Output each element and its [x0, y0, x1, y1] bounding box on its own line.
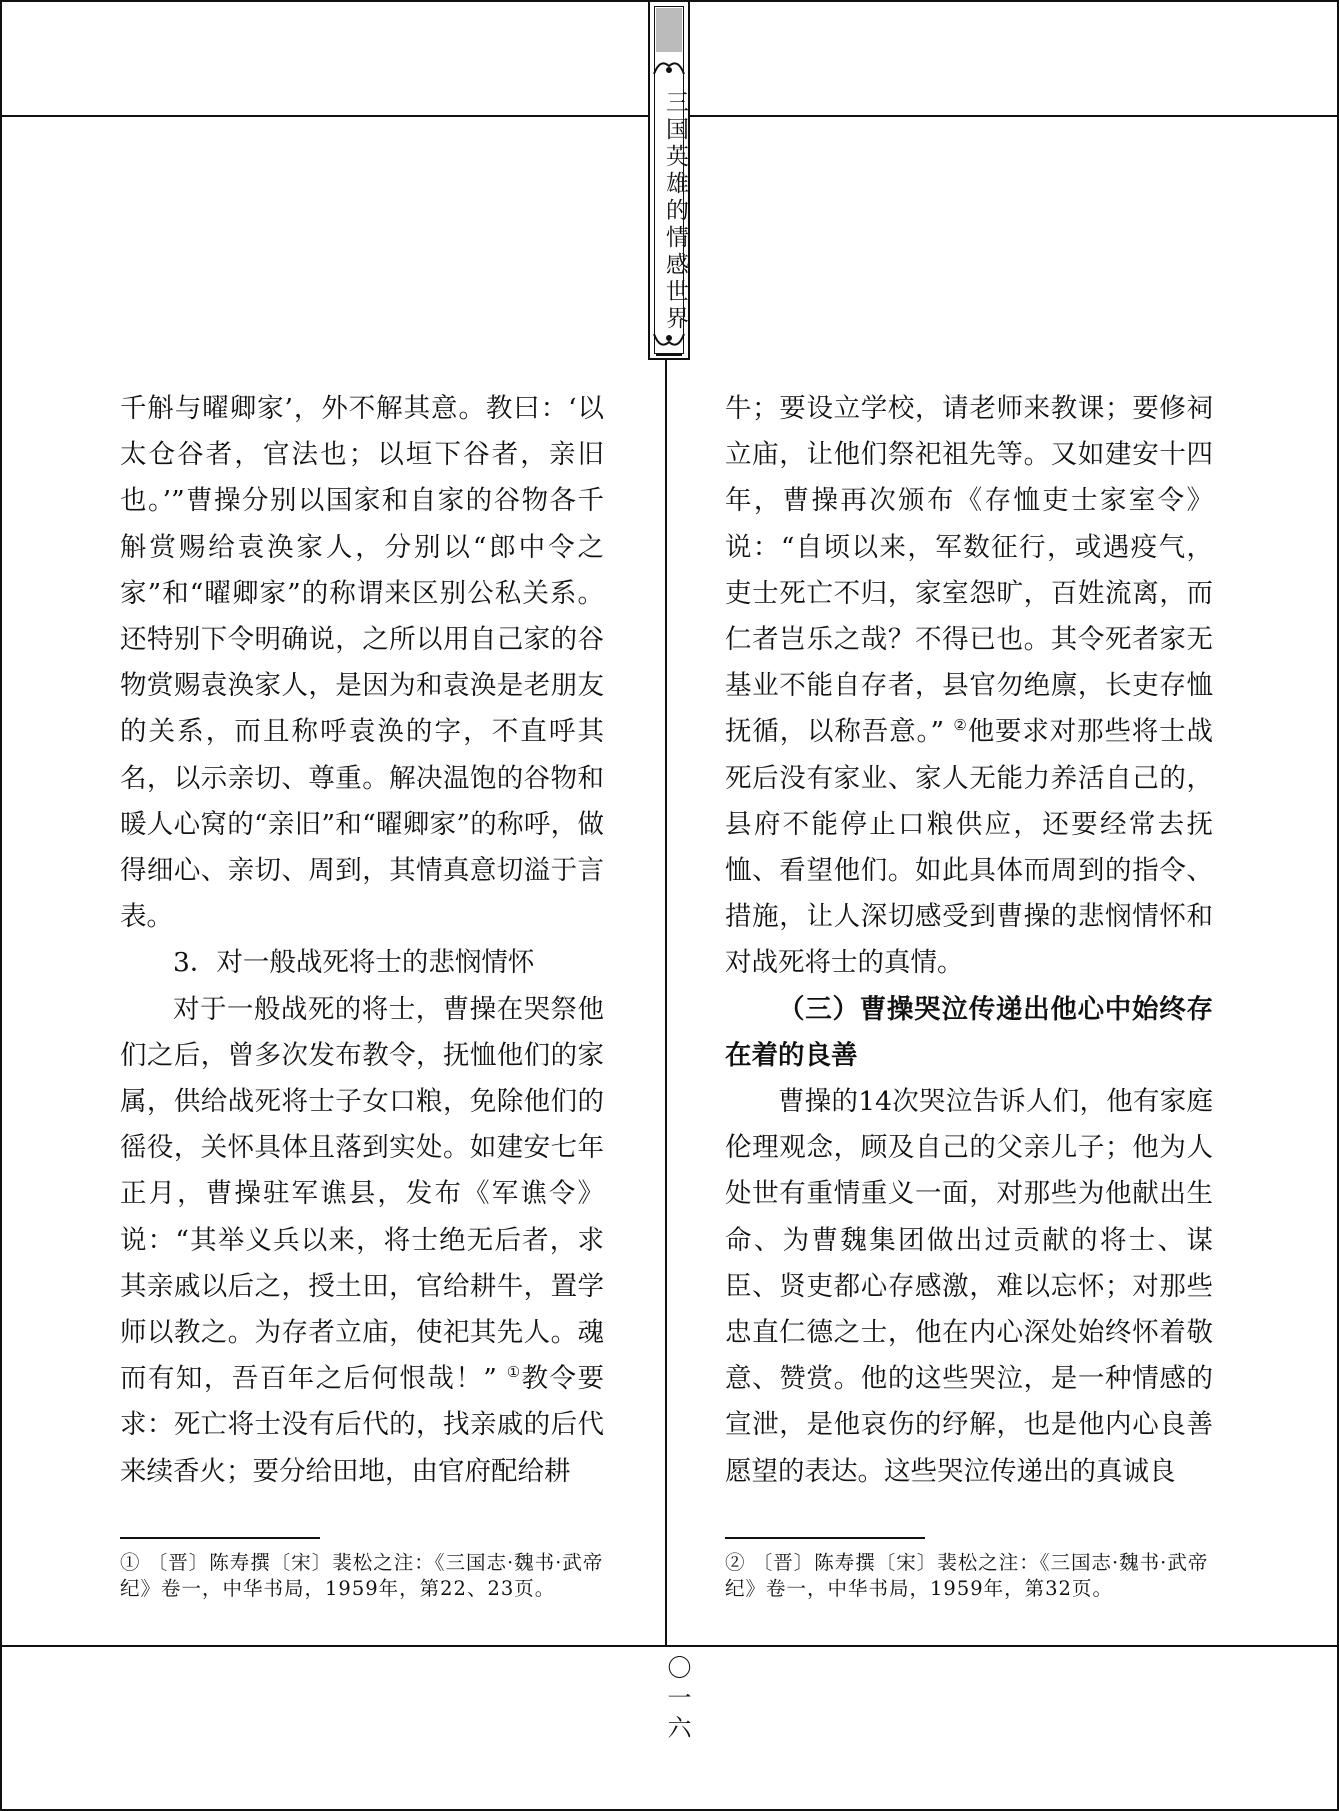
footnote-marker: ①	[506, 1363, 522, 1382]
footnote-left: ① 〔晋〕陈寿撰〔宋〕裴松之注：《三国志·魏书·武帝纪》卷一，中华书局，1959年，第22、23页。	[120, 1551, 604, 1600]
running-title: 三国英雄的情感世界	[662, 90, 688, 333]
footnote-rule-left	[120, 1537, 320, 1539]
footnote-right: ② 〔晋〕陈寿撰〔宋〕裴松之注：《三国志·魏书·武帝纪》卷一，中华书局，1959年，第32页。	[725, 1551, 1209, 1600]
right-column	[725, 386, 1213, 1495]
column-divider	[665, 360, 667, 1645]
section-heading: （三）曹操哭泣传递出他心中始终存在着的良善	[725, 993, 1213, 1071]
footnote-rule-right	[725, 1537, 925, 1539]
section-heading: 3．对一般战死将士的悲悯情怀	[173, 947, 535, 979]
ornament-icon	[652, 54, 686, 80]
paragraph: 曹操的14次哭泣告诉人们，他有家庭伦理观念，顾及自己的父亲儿子；他为人处世有重情重义一面，对那些为他献出生命、为曹魏集团做出过贡献的将士、谋臣、贤吏都心存感激，难以忘怀；对那些忠直仁德之士，他在内心深处始终怀着敬意、赞赏。他的这些哭泣，是一种情感的宣泄，是他哀伤的纾解，也是他内心良善愿望的表达。这些哭泣传递出的真诚良	[725, 1086, 1213, 1487]
paragraph: 牛；要设立学校，请老师来教课；要修祠立庙，让他们祭祀祖先等。又如建安十四年，曹操再次颁布《存恤吏士家室令》说：“自顷以来，军数征行，或遇疫气，吏士死亡不归，家室怨旷，百姓流离，而仁者岂乐之哉？不得已也。其令死者家无基业不能自存者，县官勿绝廪，长吏存恤抚循，以称吾意。” ②他要求对那些将士战死后没有家业、家人无能力养活自己的，县府不能停止口粮供应，还要经常去抚恤、看望他们。如此具体而周到的指令、措施，让人深切感受到曹操的悲悯情怀和对战死将士的真情。	[725, 393, 1214, 979]
page-number: 〇一六	[663, 1655, 691, 1745]
footer-rule	[0, 1645, 1339, 1647]
paragraph: 千斛与曜卿家’，外不解其意。教曰：‘以太仓谷者，官法也；以垣下谷者，亲旧也。’”曹操分别以国家和自家的谷物各千斛赏赐给袁涣家人，分别以“郎中令之家”和“曜卿家”的称谓来区别公私关系。还特别下令明确说，之所以用自己家的谷物赏赐袁涣家人，是因为和袁涣是老朋友的关系，而且称呼袁涣的字，不直呼其名，以示亲切、尊重。解决温饱的谷物和暖人心窝的“亲旧”和“曜卿家”的称呼，做得细心、亲切、周到，其情真意切溢于言表。	[120, 393, 604, 933]
paragraph: 对于一般战死的将士，曹操在哭祭他们之后，曾多次发布教令，抚恤他们的家属，供给战死将士子女口粮，免除他们的徭役，关怀具体且落到实处。如建安七年正月，曹操驻军谯县，发布《军谯令》说：“其举义兵以来，将士绝无后者，求其亲戚以后之，授土田，官给耕牛，置学师以教之。为存者立庙，使祀其先人。魂而有知，吾百年之后何恨哉！” ①教令要求：死亡将士没有后代的，找亲戚的后代来续香火；要分给田地，由官府配给耕	[120, 993, 604, 1487]
left-column	[120, 386, 604, 1495]
footnote-marker: ②	[953, 716, 968, 735]
